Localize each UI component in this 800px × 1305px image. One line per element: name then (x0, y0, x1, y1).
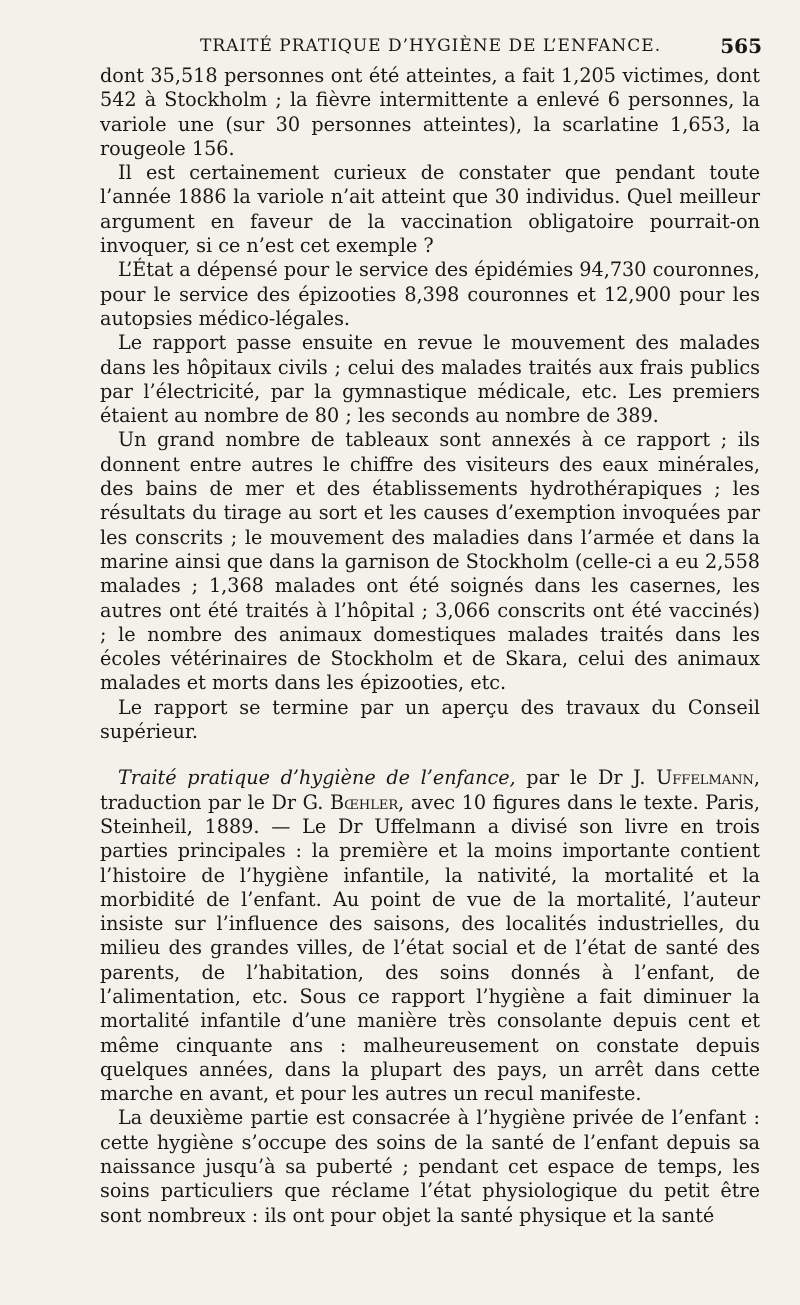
paragraph-deuxieme-partie: La deuxième partie est consacrée à l’hygiène privée de l’enfant : cette hygiène s’occupe des soins de la santé de l’enfant depuis sa naissance jusqu’à sa puberté ; pendant cet espace de temps, les soins particuliers que réclame l’état physiologique du petit être sont nombreux : ils ont pour objet la santé physique et la santé (100, 1106, 760, 1227)
page-number: 565 (720, 34, 762, 58)
body-text (100, 64, 760, 1228)
paragraph-tableaux: Un grand nombre de tableaux sont annexés à ce rapport ; ils donnent entre autres le chiffre des visiteurs des eaux minérales, des bains de mer et des établissements hydrothérapiques ; les résultats du tirage au sort et les causes d’exemption invoquées par les conscrits ; le mouvement des maladies dans l’armée et dans la marine ainsi que dans la garnison de Stockholm (celle-ci a eu 2,558 malades ; 1,368 malades ont été soignés dans les casernes, les autres ont été traités à l’hôpital ; 3,066 conscrits ont été vaccinés) ; le nombre des animaux domestiques malades traités dans les écoles vétérinaires de Stockholm et de Skara, celui des animaux malades et morts dans les épizooties, etc. (100, 428, 760, 695)
review-author: Uffelmann, (656, 766, 760, 790)
paragraph-review (100, 766, 760, 1106)
review-text: avec 10 figures dans le texte. Paris, Steinheil, 1889. — Le Dr Uffelmann a divisé son livre en trois parties principales : la première et la moins importante contient l’histoire de l’hygiène infantile, la nativité, la mortalité et la morbidité de l’enfant. Au point de vue de la mortalité, l’auteur insiste sur l’influence des saisons, des localités industrielles, du milieu des grandes villes, de l’état social et de l’état de santé des parents, de l’habitation, des soins donnés à l’enfant, de l’alimentation, etc. Sous ce rapport l’hygiène a fait diminuer la mortalité infantile d’une manière très consolante depuis cent et même cinquante ans : malheureusement on constate depuis quelques années, dans la plupart des pays, un arrêt dans cette marche en avant, et pour les autres un recul manifeste. (100, 790, 760, 1106)
paragraph-hopitaux: Le rapport passe ensuite en revue le mouvement des malades dans les hôpitaux civils ; celui des malades traités aux frais publics par l’électricité, par la gymnastique médicale, etc. Les premiers étaient au nombre de 80 ; les seconds au nombre de 389. (100, 331, 760, 428)
paragraph-variole: Il est certainement curieux de constater que pendant toute l’année 1886 la variole n’ait atteint que 30 individus. Quel meilleur argument en faveur de la vaccination obligatoire pourrait-on invoquer, si ce n’est cet exemple ? (100, 161, 760, 258)
review-translator: Bœhler, (329, 790, 405, 814)
paragraph-conseil: Le rapport se termine par un aperçu des travaux du Conseil supérieur. (100, 695, 760, 744)
review-book-title: Traité pratique d’hygiène de l’enfance, (118, 766, 516, 790)
paragraph-continuation: dont 35,518 personnes ont été atteintes, a fait 1,205 victimes, dont 542 à Stockholm ; la fièvre intermittente a enlevé 6 personnes, la variole une (sur 30 personnes atteintes), la scarlatine 1,653, la rougeole 156. (100, 64, 760, 160)
running-head (100, 30, 760, 62)
review-by: par le Dr J. (515, 766, 657, 790)
review-translation: traduction par le Dr G. (100, 790, 330, 814)
paragraph-depenses: L’État a dépensé pour le service des épidémies 94,730 couronnes, pour le service des épizooties 8,398 couronnes et 12,900 pour les autopsies médico-légales. (100, 258, 760, 330)
running-title: TRAITÉ PRATIQUE D’HYGIÈNE DE L’ENFANCE. (200, 36, 662, 56)
book-page (100, 30, 760, 1228)
